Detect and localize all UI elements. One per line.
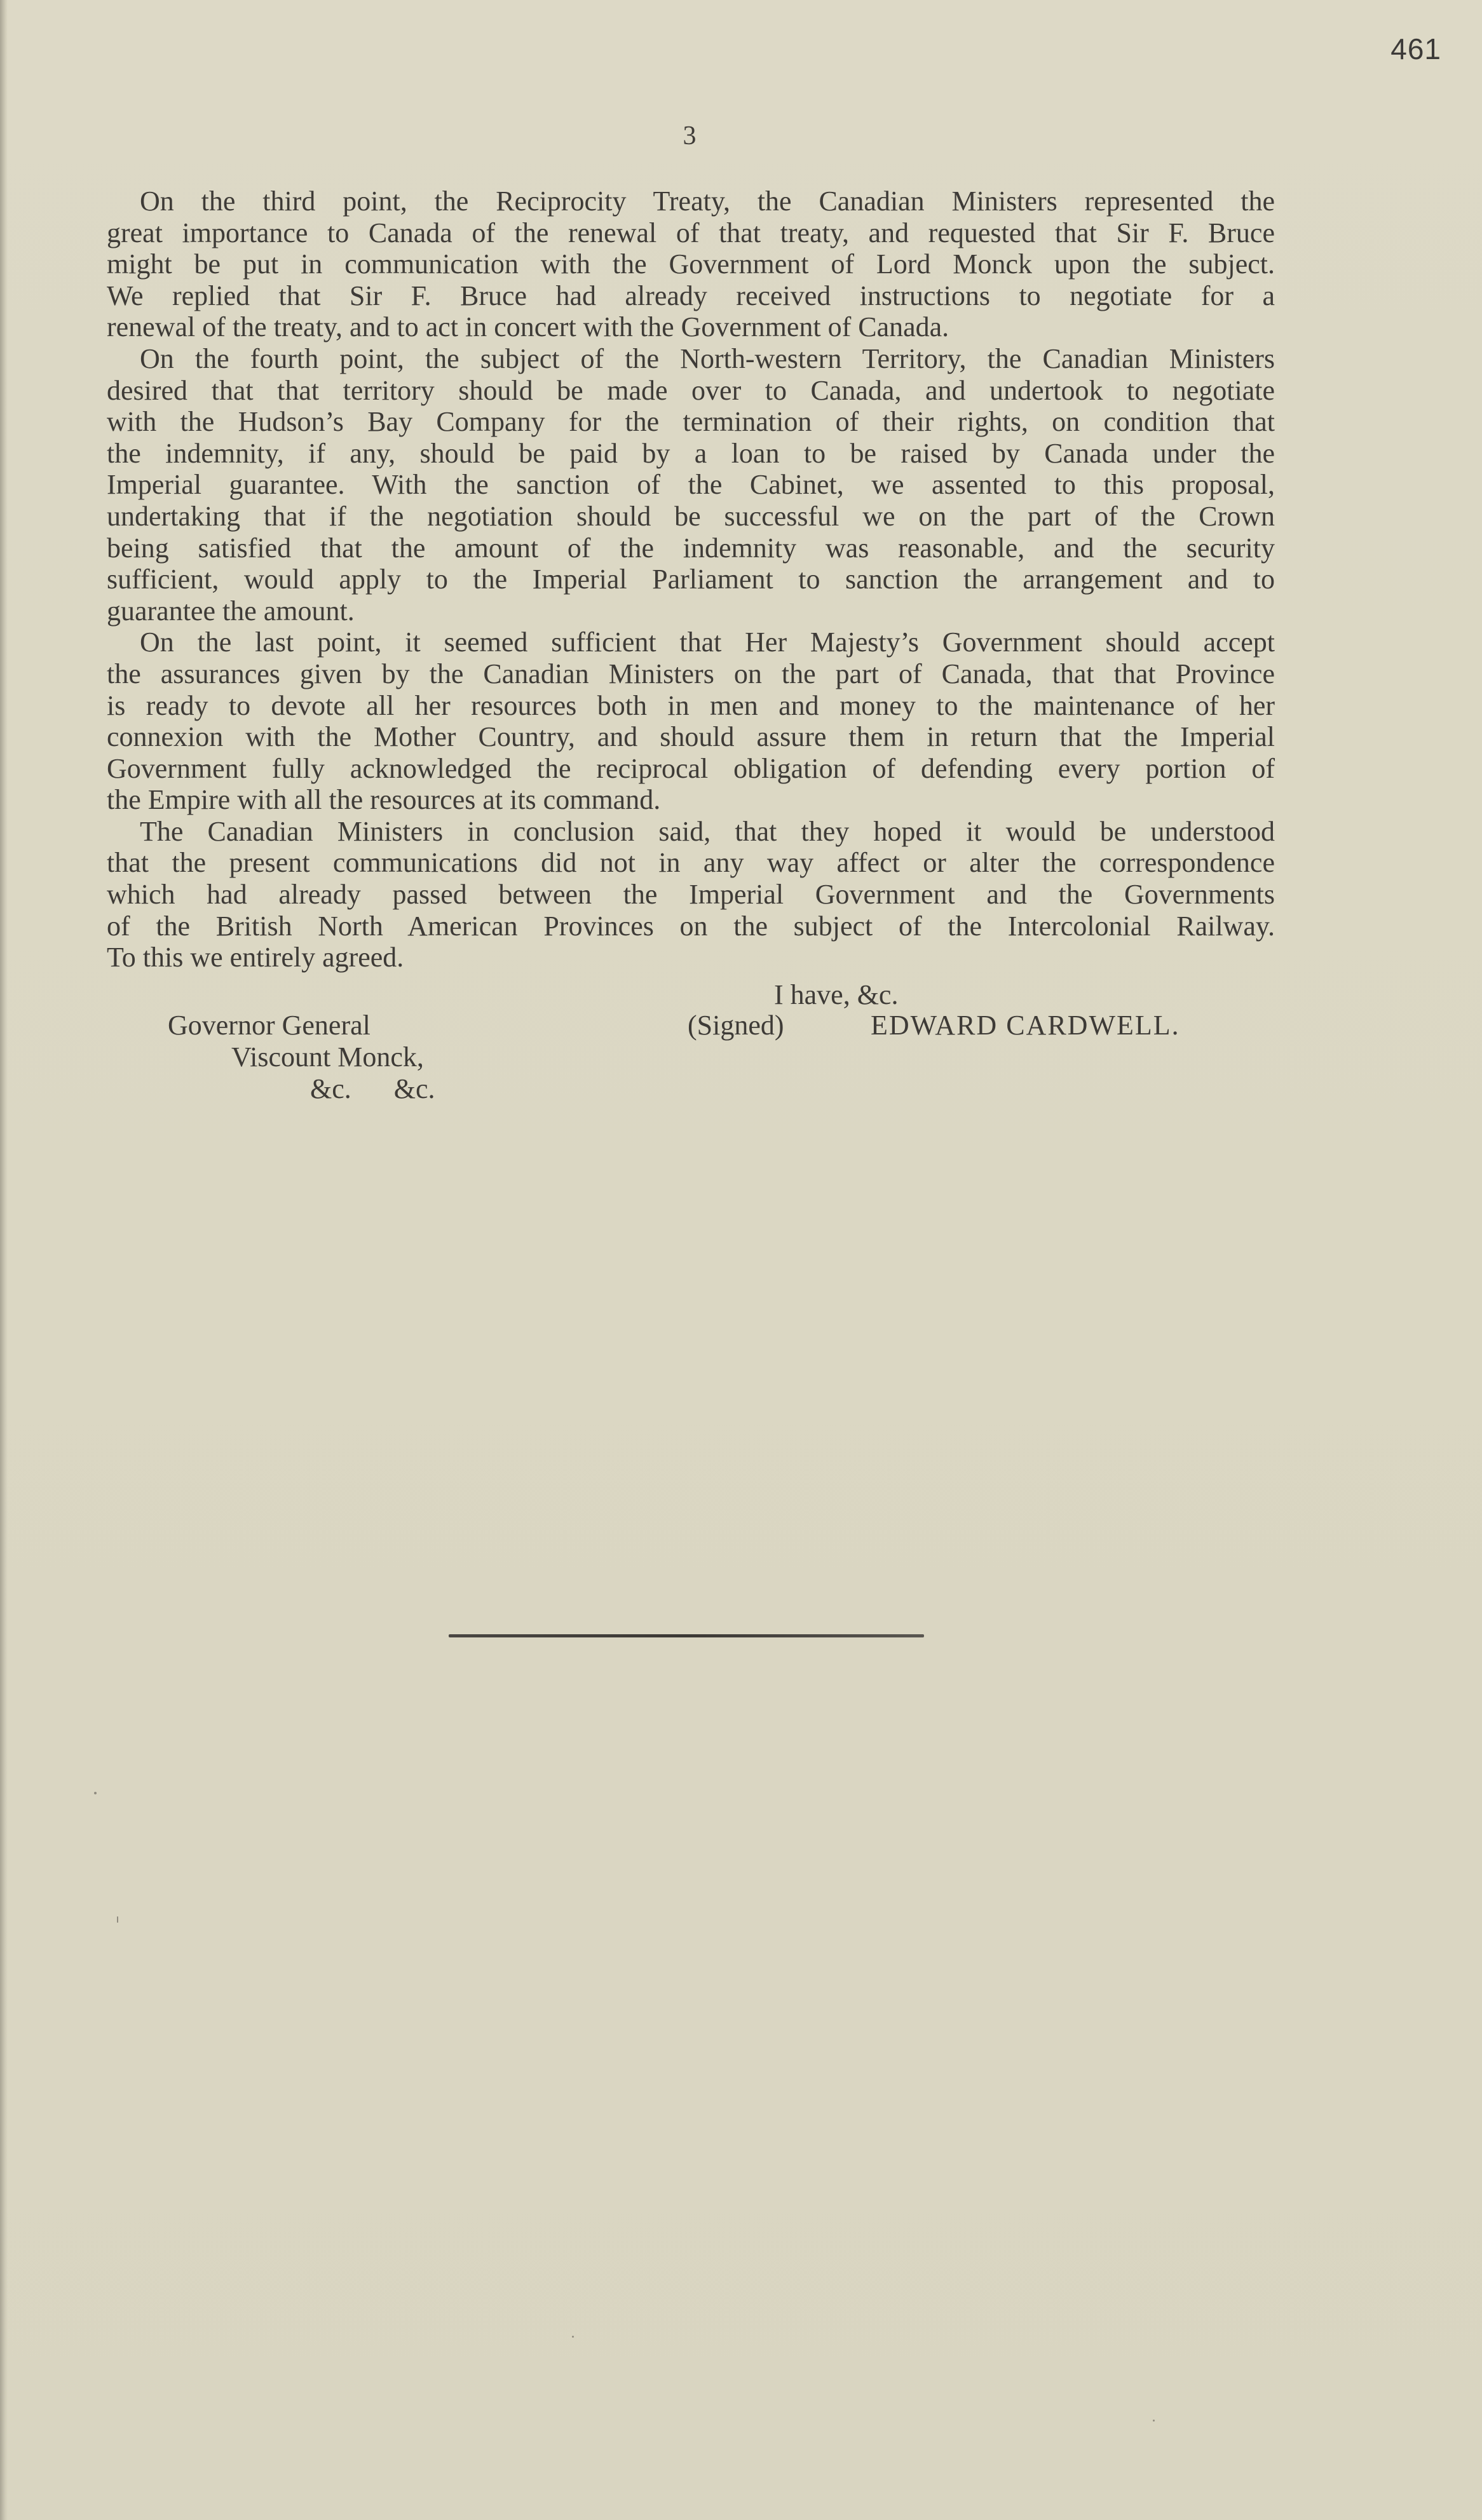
archive-page-number: 461: [1390, 32, 1441, 65]
signatory-name: EDWARD CARDWELL.: [871, 1010, 1180, 1041]
text-line: sufficient, would apply to the Imperial Parliament to sanction the arrangement and to: [107, 564, 1275, 595]
paper-speck: [1153, 2420, 1155, 2422]
text-line: renewal of the treaty, and to act in concert with the Government of Canada.: [107, 311, 949, 343]
text-line: Government fully acknowledged the reciprocal obligation of defending every portion of: [107, 752, 1275, 784]
text-line: the indemnity, if any, should be paid by a loan to be raised by Canada under the: [107, 437, 1275, 469]
signed-label: (Signed): [688, 1010, 784, 1041]
text-line: desired that that territory should be made over to Canada, and undertook to negotiate: [107, 374, 1275, 406]
text-line: which had already passed between the Imperial Government and the Governments: [107, 879, 1275, 911]
paragraph-reciprocity-treaty: [107, 186, 1275, 343]
text-line: The Canadian Ministers in conclusion said, that they hoped it would be understood: [140, 815, 1275, 847]
addressee-line-1: Governor General: [168, 1010, 370, 1041]
text-line: Imperial guarantee. With the sanction of the Cabinet, we assented to this proposal,: [107, 469, 1275, 501]
paragraph-conclusion: [107, 816, 1275, 973]
text-line: is ready to devote all her resources both in men and money to the maintenance of her: [107, 689, 1275, 721]
text-line: On the fourth point, the subject of the North-western Territory, the Canadian Ministers: [140, 342, 1275, 374]
text-line: of the British North American Provinces on the subject of the Intercolonial Railway.: [107, 910, 1275, 942]
paper-speck: [94, 1792, 97, 1794]
horizontal-rule: [449, 1634, 924, 1637]
addressee-line-3: &c. &c.: [310, 1073, 435, 1104]
paper-speck: [117, 1916, 118, 1923]
text-line: the Empire with all the resources at its command.: [107, 784, 661, 816]
text-line: great importance to Canada of the renewal of that treaty, and requested that Sir F. Bruce: [107, 217, 1275, 248]
page-edge-shadow: [0, 0, 8, 2520]
signature-block: [168, 1009, 1274, 1042]
addressee-line-2: Viscount Monck,: [231, 1041, 424, 1073]
paragraph-north-western-territory: [107, 343, 1275, 627]
text-line: being satisfied that the amount of the indemnity was reasonable, and the security: [107, 532, 1275, 564]
text-line: that the present communications did not in any way affect or alter the correspondence: [107, 847, 1275, 879]
paper-speck: [572, 2336, 574, 2338]
text-line: with the Hudson’s Bay Company for the termination of their rights, on condition that: [107, 406, 1275, 438]
text-line: might be put in communication with the Government of Lord Monck upon the subject.: [107, 248, 1275, 280]
text-line: We replied that Sir F. Bruce had already received instructions to negotiate for a: [107, 280, 1275, 311]
paragraph-defence-assurances: [107, 627, 1275, 816]
closing-phrase: I have, &c.: [774, 979, 899, 1010]
text-line: connexion with the Mother Country, and should assure them in return that the Imperial: [107, 721, 1275, 753]
text-line: undertaking that if the negotiation should be successful we on the part of the Crown: [107, 500, 1275, 532]
text-line: the assurances given by the Canadian Ministers on the part of Canada, that that Province: [107, 658, 1275, 689]
text-line: To this we entirely agreed.: [107, 942, 404, 973]
text-line: On the last point, it seemed sufficient that Her Majesty’s Government should accept: [140, 627, 1275, 658]
letter-body: [107, 186, 1275, 973]
page-number: 3: [683, 121, 697, 151]
text-line: On the third point, the Reciprocity Treaty, the Canadian Ministers represented the: [140, 186, 1275, 217]
text-line: guarantee the amount.: [107, 595, 355, 627]
